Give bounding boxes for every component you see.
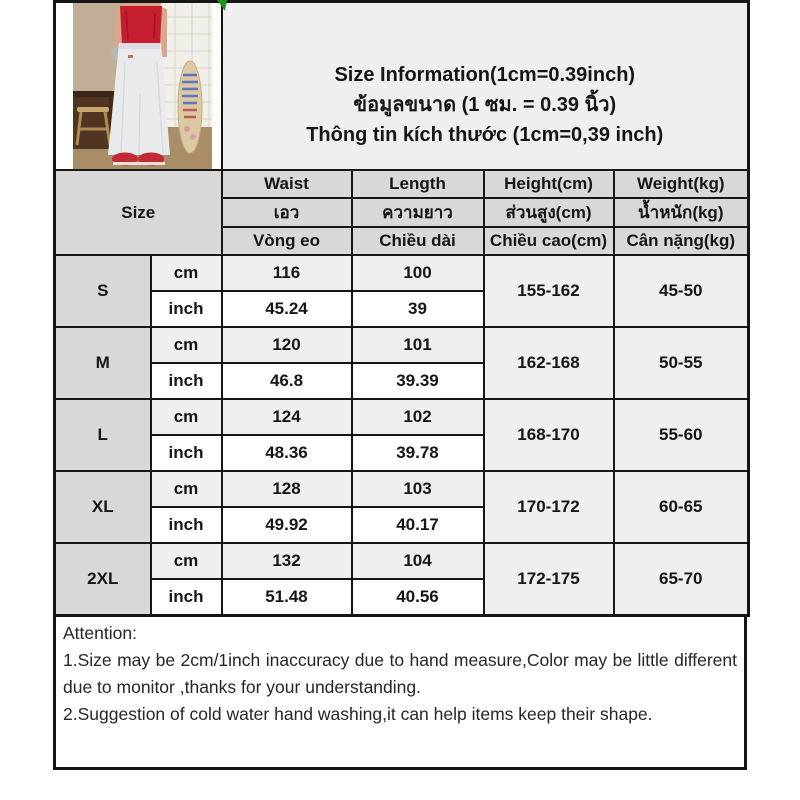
- row-m-cm: [55, 327, 749, 363]
- size-label-s: S: [55, 255, 151, 327]
- size-label-l: L: [55, 399, 151, 471]
- value-2xl-waist-inch: 51.48: [222, 579, 352, 616]
- header-row-en: [55, 170, 749, 198]
- value-xl-weight: 60-65: [614, 471, 749, 543]
- col-header-waist-vi: Vòng eo: [222, 227, 352, 255]
- size-label-2xl: 2XL: [55, 543, 151, 616]
- row-xl-cm: [55, 471, 749, 507]
- value-xl-height: 170-172: [484, 471, 614, 543]
- col-header-weight-vi: Cân nặng(kg): [614, 227, 749, 255]
- col-header-height-en: Height(cm): [484, 170, 614, 198]
- col-header-weight-en: Weight(kg): [614, 170, 749, 198]
- title-line-vi: Thông tin kích thước (1cm=0,39 inch): [306, 124, 664, 146]
- unit-label-inch: inch: [151, 291, 222, 327]
- value-m-height: 162-168: [484, 327, 614, 399]
- value-s-height: 155-162: [484, 255, 614, 327]
- photo-surfboard-sign: [178, 61, 202, 153]
- value-xl-length-cm: 103: [352, 471, 484, 507]
- unit-label-inch: inch: [151, 435, 222, 471]
- value-s-length-inch: 39: [352, 291, 484, 327]
- col-header-length-th: ความยาว: [352, 198, 484, 227]
- row-s-cm: [55, 255, 749, 291]
- unit-label-cm: cm: [151, 471, 222, 507]
- col-header-height-th: ส่วนสูง(cm): [484, 198, 614, 227]
- photo-person: [108, 3, 170, 166]
- size-chart-sheet: [53, 0, 747, 770]
- attention-note-1: 1.Size may be 2cm/1inch inaccuracy due to hand measure,Color may be little different due to monitor ,thanks for your understanding.: [63, 650, 737, 697]
- row-2xl-cm: [55, 543, 749, 579]
- value-l-waist-cm: 124: [222, 399, 352, 435]
- size-header: Size: [55, 170, 222, 255]
- value-xl-waist-cm: 128: [222, 471, 352, 507]
- value-l-height: 168-170: [484, 399, 614, 471]
- unit-label-inch: inch: [151, 363, 222, 399]
- unit-label-cm: cm: [151, 255, 222, 291]
- col-header-height-vi: Chiều cao(cm): [484, 227, 614, 255]
- product-photo: [73, 3, 212, 169]
- attention-heading: Attention:: [63, 623, 137, 643]
- value-xl-length-inch: 40.17: [352, 507, 484, 543]
- title-cell: [222, 2, 749, 171]
- size-table: [53, 0, 750, 617]
- value-s-length-cm: 100: [352, 255, 484, 291]
- row-l-cm: [55, 399, 749, 435]
- unit-label-cm: cm: [151, 327, 222, 363]
- unit-label-inch: inch: [151, 579, 222, 616]
- title-line-th: ข้อมูลขนาด (1 ซม. = 0.39 นิ้ว): [353, 94, 617, 116]
- col-header-length-vi: Chiều dài: [352, 227, 484, 255]
- value-s-waist-inch: 45.24: [222, 291, 352, 327]
- title-line-en: Size Information(1cm=0.39inch): [334, 64, 636, 86]
- value-m-length-inch: 39.39: [352, 363, 484, 399]
- value-l-waist-inch: 48.36: [222, 435, 352, 471]
- green-corner-marker-icon: [217, 0, 227, 11]
- value-2xl-waist-cm: 132: [222, 543, 352, 579]
- value-l-weight: 55-60: [614, 399, 749, 471]
- value-2xl-length-cm: 104: [352, 543, 484, 579]
- value-s-waist-cm: 116: [222, 255, 352, 291]
- value-m-waist-cm: 120: [222, 327, 352, 363]
- value-2xl-weight: 65-70: [614, 543, 749, 616]
- photo-title-row: [55, 2, 749, 171]
- value-2xl-height: 172-175: [484, 543, 614, 616]
- value-m-waist-inch: 46.8: [222, 363, 352, 399]
- col-header-length-en: Length: [352, 170, 484, 198]
- col-header-waist-en: Waist: [222, 170, 352, 198]
- unit-label-inch: inch: [151, 507, 222, 543]
- attention-note-2: 2.Suggestion of cold water hand washing,it can help items keep their shape.: [63, 704, 653, 724]
- value-l-length-cm: 102: [352, 399, 484, 435]
- attention-notes: [53, 617, 747, 770]
- value-s-weight: 45-50: [614, 255, 749, 327]
- value-m-weight: 50-55: [614, 327, 749, 399]
- size-label-xl: XL: [55, 471, 151, 543]
- value-2xl-length-inch: 40.56: [352, 579, 484, 616]
- value-m-length-cm: 101: [352, 327, 484, 363]
- unit-label-cm: cm: [151, 543, 222, 579]
- col-header-waist-th: เอว: [222, 198, 352, 227]
- col-header-weight-th: น้ำหนัก(kg): [614, 198, 749, 227]
- value-xl-waist-inch: 49.92: [222, 507, 352, 543]
- product-photo-cell: [55, 2, 222, 171]
- value-l-length-inch: 39.78: [352, 435, 484, 471]
- size-label-m: M: [55, 327, 151, 399]
- unit-label-cm: cm: [151, 399, 222, 435]
